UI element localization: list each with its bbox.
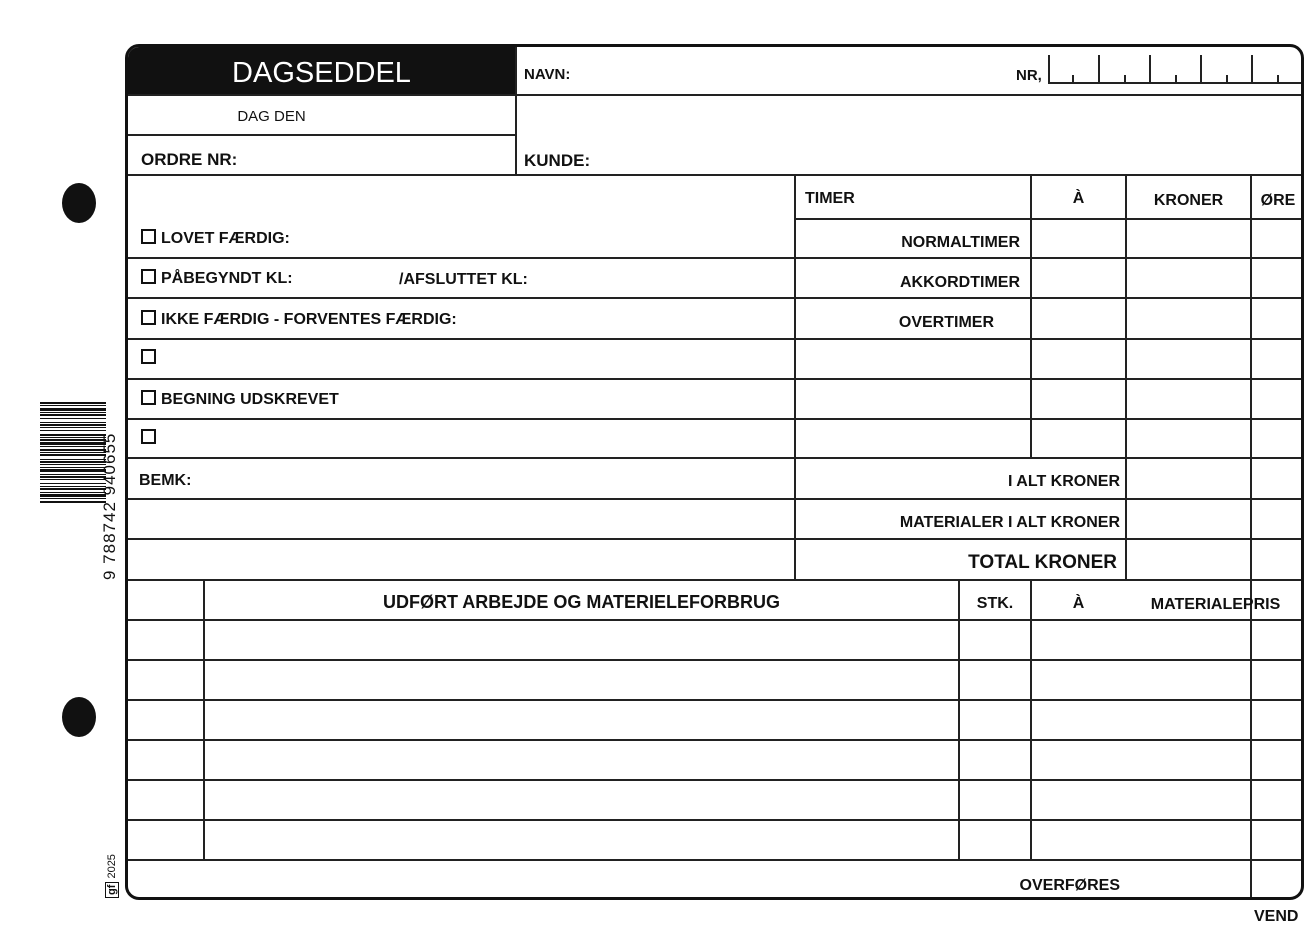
total-kroner-label: TOTAL KRONER bbox=[968, 552, 1117, 573]
barcode-bar bbox=[40, 437, 106, 438]
barcode-bar bbox=[40, 488, 106, 490]
punch-hole-top bbox=[62, 183, 96, 223]
title-block bbox=[128, 47, 515, 96]
barcode-bar bbox=[40, 464, 106, 465]
form-title: DAGSEDDEL bbox=[232, 57, 411, 89]
ore-header: ØRE bbox=[1260, 192, 1296, 209]
barcode-bar bbox=[40, 452, 106, 453]
i-alt-kroner-label: I ALT KRONER bbox=[1008, 473, 1120, 490]
barcode-bar bbox=[40, 461, 106, 463]
checkbox-lovet-faerdig[interactable]: LOVET FÆRDIG: bbox=[141, 229, 290, 249]
vend-label: VEND bbox=[1254, 908, 1299, 925]
barcode-bar bbox=[40, 476, 106, 478]
ordre-nr-label: ORDRE NR: bbox=[141, 150, 238, 169]
checkbox-icon bbox=[141, 390, 156, 405]
bemk-label: BEMK: bbox=[139, 472, 192, 489]
overtimer-label: OVERTIMER bbox=[898, 314, 994, 331]
checkbox-icon bbox=[141, 310, 156, 325]
publisher-code: 2025 bbox=[106, 854, 118, 879]
barcode-bar bbox=[40, 454, 106, 456]
a-header: À bbox=[1072, 190, 1085, 207]
barcode-bar bbox=[40, 494, 106, 497]
barcode-bar bbox=[40, 498, 106, 499]
publisher-mark bbox=[106, 854, 118, 898]
barcode-bar bbox=[40, 479, 106, 480]
barcode-bar bbox=[40, 501, 106, 503]
barcode-bar bbox=[40, 469, 106, 472]
barcode-bar bbox=[40, 483, 106, 484]
kunde-field[interactable] bbox=[598, 139, 1298, 171]
barcode-bar bbox=[40, 427, 106, 428]
barcode-number: 9 788742 940655 bbox=[100, 432, 119, 580]
barcode-bar bbox=[40, 430, 106, 431]
checkbox-icon bbox=[141, 269, 156, 284]
navn-field[interactable] bbox=[578, 57, 1018, 87]
barcode-bar bbox=[40, 439, 106, 441]
checkbox-icon bbox=[141, 429, 156, 444]
barcode-bar bbox=[40, 414, 106, 416]
barcode-bar bbox=[40, 412, 106, 413]
barcode-bar bbox=[40, 408, 106, 411]
barcode-bar bbox=[40, 474, 106, 475]
barcode-bar bbox=[40, 418, 106, 419]
materialepris-header: MATERIALEPRIS bbox=[1150, 596, 1281, 613]
barcode-bar bbox=[40, 402, 106, 404]
navn-label: NAVN: bbox=[524, 66, 571, 83]
barcode-bar bbox=[40, 446, 106, 447]
dagseddel-form bbox=[125, 44, 1304, 900]
checkbox-icon bbox=[141, 229, 156, 244]
checkbox-icon bbox=[141, 349, 156, 364]
dag-den-label: DAG DEN bbox=[237, 108, 306, 125]
afsluttet-label: /AFSLUTTET KL: bbox=[399, 271, 528, 288]
punch-hole-bottom bbox=[62, 697, 96, 737]
barcode-bar bbox=[40, 405, 106, 406]
dag-den-field[interactable] bbox=[418, 99, 513, 131]
barcode-bar bbox=[40, 459, 106, 460]
ordre-nr-field[interactable] bbox=[258, 139, 508, 171]
publisher-logo: gf bbox=[105, 882, 119, 898]
timer-header: TIMER bbox=[805, 190, 855, 207]
work-a-header: À bbox=[1072, 595, 1085, 612]
barcode-bar bbox=[40, 492, 106, 493]
barcode-bar bbox=[40, 449, 106, 451]
stk-header: STK. bbox=[976, 595, 1014, 612]
normaltimer-label: NORMALTIMER bbox=[901, 234, 1020, 251]
checkbox-begning-udskrevet[interactable]: BEGNING UDSKREVET bbox=[141, 390, 339, 410]
checkbox-paabegyndt[interactable]: PÅBEGYNDT KL: bbox=[141, 269, 293, 289]
work-heading: UDFØRT ARBEJDE OG MATERIELEFORBRUG bbox=[382, 592, 780, 612]
barcode-bar bbox=[40, 424, 106, 426]
kunde-label: KUNDE: bbox=[524, 151, 591, 170]
barcode-bar bbox=[40, 467, 106, 468]
checkbox-ikke-faerdig[interactable]: IKKE FÆRDIG - FORVENTES FÆRDIG: bbox=[141, 310, 457, 330]
nr-field[interactable] bbox=[1048, 55, 1303, 85]
kroner-header: KRONER bbox=[1153, 192, 1224, 209]
materialer-i-alt-kroner-label: MATERIALER I ALT KRONER bbox=[899, 514, 1120, 531]
overfores-label: OVERFØRES bbox=[1019, 877, 1120, 894]
barcode-bar bbox=[40, 486, 106, 487]
akkordtimer-label: AKKORDTIMER bbox=[900, 274, 1020, 291]
barcode-bar bbox=[40, 442, 106, 445]
barcode-bar bbox=[40, 434, 106, 436]
barcode-bar bbox=[40, 422, 106, 423]
checkbox-blank-1[interactable] bbox=[141, 349, 161, 369]
nr-label: NR, bbox=[1016, 67, 1042, 84]
checkbox-blank-2[interactable] bbox=[141, 429, 161, 449]
